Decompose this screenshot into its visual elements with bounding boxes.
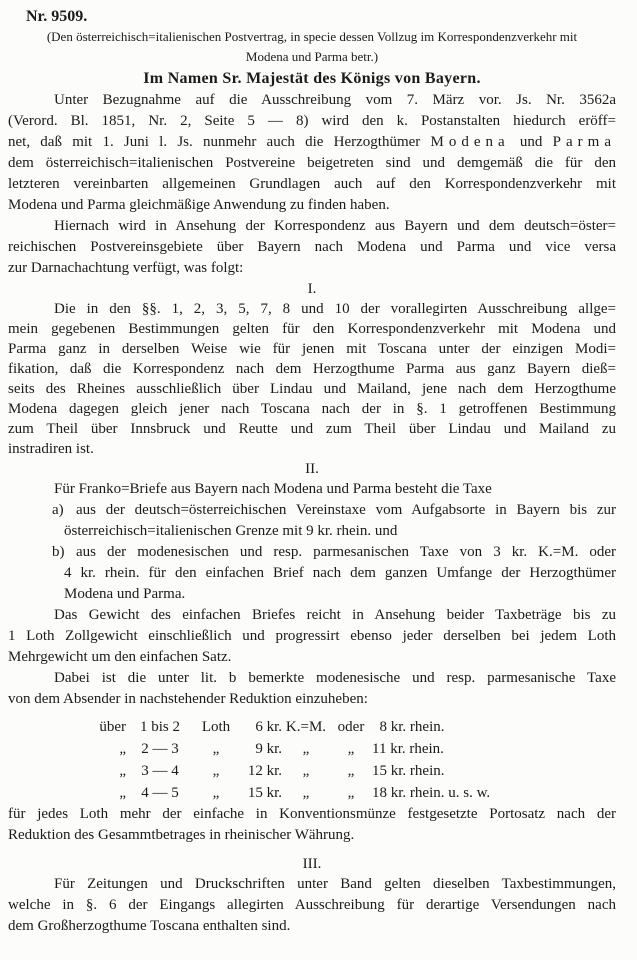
text-line: Unter Bezugnahme auf die Ausschreibung vom 7. März vor. Js. Nr. 3562a	[54, 92, 616, 108]
list-item-b-line: 4 kr. rhein. für den einfachen Brief nach dem ganzen Umfange der Herzogthümer	[64, 565, 616, 581]
document-page	[8, 0, 616, 937]
tariff-cell: 12 kr.	[247, 763, 282, 779]
tariff-cell: 11 kr. rhein.	[372, 741, 444, 757]
text-line: Für Zeitungen und Druckschriften unter Band gelten dieselben Taxbestimmungen,	[54, 876, 616, 892]
tariff-cell: „	[212, 785, 220, 801]
tariff-cell: „	[119, 785, 126, 801]
section-numeral-2: II.	[305, 461, 319, 477]
text-line: für jedes Loth mehr der einfache in Konventionsmünze festgesetzte Portosatz nach der	[8, 806, 616, 822]
tariff-table	[96, 716, 616, 804]
text-line	[8, 132, 616, 153]
spaced-name-modena: Modena	[430, 134, 510, 150]
text-line: welche in §. 6 der Eingangs allegirten Ausschreibung für derartige Versendungen nach	[8, 897, 616, 913]
text-segment: net, daß mit 1. Juni l. Js. nunmehr auch die Herzogthümer	[8, 134, 431, 150]
list-item-a-line	[8, 500, 616, 521]
list-item-b-line: Modena und Parma.	[64, 586, 186, 602]
subject-line: Modena und Parma betr.)	[245, 49, 379, 64]
list-item-label: b)	[52, 544, 65, 560]
tariff-cell: 3 — 4	[141, 763, 179, 779]
tariff-row	[96, 760, 616, 782]
text-line: Das Gewicht des einfachen Briefes reicht in Ansehung beider Taxbeträge bis zu	[54, 607, 616, 623]
section-numeral-3: III.	[302, 856, 322, 872]
tariff-cell: „	[347, 763, 355, 779]
tariff-cell: über	[99, 719, 126, 735]
tariff-cell: „	[212, 741, 220, 757]
tariff-row	[96, 782, 616, 804]
tariff-cell: 2 — 3	[141, 741, 179, 757]
tariff-cell: 9 kr.	[255, 741, 282, 757]
text-line: Modena dagegen gleich jener nach Toscana nach der in §. 1 getroffenen Bestimmung	[8, 401, 616, 417]
tariff-cell: „	[347, 785, 355, 801]
list-item-a-line: österreichisch=italienischen Grenze mit 9 kr. rhein. und	[64, 523, 398, 539]
text-line: seits des Rheines ausschließlich über Lindau und Mailand, jene nach dem Herzogthume	[8, 381, 616, 397]
text-line: (Verord. Bl. 1851, Nr. 2, Seite 5 — 8) wird den k. Postanstalten hiedurch eröff=	[8, 113, 616, 129]
tariff-cell: „	[302, 785, 310, 801]
text-segment: und	[509, 134, 553, 150]
tariff-cell: 18 kr. rhein. u. s. w.	[372, 785, 491, 801]
text-line: reichischen Postvereinsgebiete über Bayern nach Modena und Parma und vice versa	[8, 239, 616, 255]
text-segment: aus der deutsch=österreichischen Vereinstaxe vom Aufgabsorte in Bayern bis zur	[76, 502, 616, 518]
tariff-cell: 15 kr.	[247, 785, 282, 801]
tariff-cell: 1 bis 2	[139, 719, 180, 735]
text-line: mein gegebenen Bestimmungen gelten für den Korrespondenzverkehr mit Modena und	[8, 321, 616, 337]
text-line: Modena und Parma gleichmäßige Anwendung zu finden haben.	[8, 197, 390, 213]
text-segment: aus der modenesischen und resp. parmesanischen Taxe von 3 kr. K.=M. oder	[76, 544, 616, 560]
tariff-cell: „	[302, 741, 310, 757]
tariff-row	[96, 738, 616, 760]
text-line: Die in den §§. 1, 2, 3, 5, 7, 8 und 10 der vorallegirten Ausschreibung allge=	[54, 301, 616, 317]
text-line: zur Darnachachtung verfügt, was folgt:	[8, 260, 244, 276]
tariff-cell: „	[347, 741, 355, 757]
tariff-cell: 15 kr. rhein.	[372, 763, 445, 779]
tariff-cell: „	[119, 741, 126, 757]
spaced-name-parma: Parma	[552, 134, 616, 150]
tariff-cell: 4 — 5	[141, 785, 179, 801]
text-line: dem Großherzogthume Toscana enthalten sind.	[8, 918, 291, 934]
tariff-cell: „	[212, 763, 220, 779]
text-line: Parma ganz in derselben Weise wie für jenen mit Toscana unter der einzigen Modi=	[8, 341, 616, 357]
proclamation-heading: Im Namen Sr. Majestät des Königs von Bayern.	[143, 70, 481, 87]
text-line: Reduktion des Gesammtbetrages in rheinischer Währung.	[8, 827, 355, 843]
tariff-cell: 8 kr. rhein.	[372, 719, 445, 735]
tariff-cell: K.=M.	[285, 719, 327, 735]
tariff-row	[96, 716, 616, 738]
text-line: zum Theil über Innsbruck und Reutte und zum Theil über Lindau und Mailand zu	[8, 421, 616, 437]
section-numeral-1: I.	[307, 281, 317, 297]
list-item-label: a)	[52, 502, 64, 518]
text-line: Mehrgewicht um den einfachen Satz.	[8, 649, 232, 665]
text-line: letzteren vereinbarten allgemeinen Grundlagen auch auf den Korrespondenzverkehr mit	[8, 176, 616, 192]
text-line: 1 Loth Zollgewicht einschließlich und progressirt ebenso jeder derselben bei jedem Loth	[8, 628, 616, 644]
text-line: von dem Absender in nachstehender Reduktion einzuheben:	[8, 691, 368, 707]
text-line: Für Franko=Briefe aus Bayern nach Modena und Parma besteht die Taxe	[54, 481, 492, 497]
tariff-cell: Loth	[201, 719, 231, 735]
doc-number: Nr. 9509.	[26, 8, 88, 25]
text-line: dem österreichisch=italienischen Postvereine beigetreten sind und demgemäß die für den	[8, 155, 616, 171]
subject-line: (Den österreichisch=italienischen Postvertrag, in specie dessen Vollzug im Korrespondenzverkehr mit	[46, 29, 578, 44]
list-item-b-line	[8, 542, 616, 563]
text-line: instradiren ist.	[8, 441, 94, 457]
tariff-cell: 6 kr.	[255, 719, 282, 735]
tariff-cell: oder	[337, 719, 365, 735]
text-line: Dabei ist die unter lit. b bemerkte modenesische und resp. parmesanische Taxe	[54, 670, 616, 686]
tariff-cell: „	[302, 763, 310, 779]
text-line: Hiernach wird in Ansehung der Korrespondenz aus Bayern und dem deutsch=öster=	[54, 218, 616, 234]
tariff-cell: „	[119, 763, 126, 779]
text-line: fikation, daß die Korrespondenz nach dem Herzogthume Parma aus ganz Bayern dieß=	[8, 361, 616, 377]
